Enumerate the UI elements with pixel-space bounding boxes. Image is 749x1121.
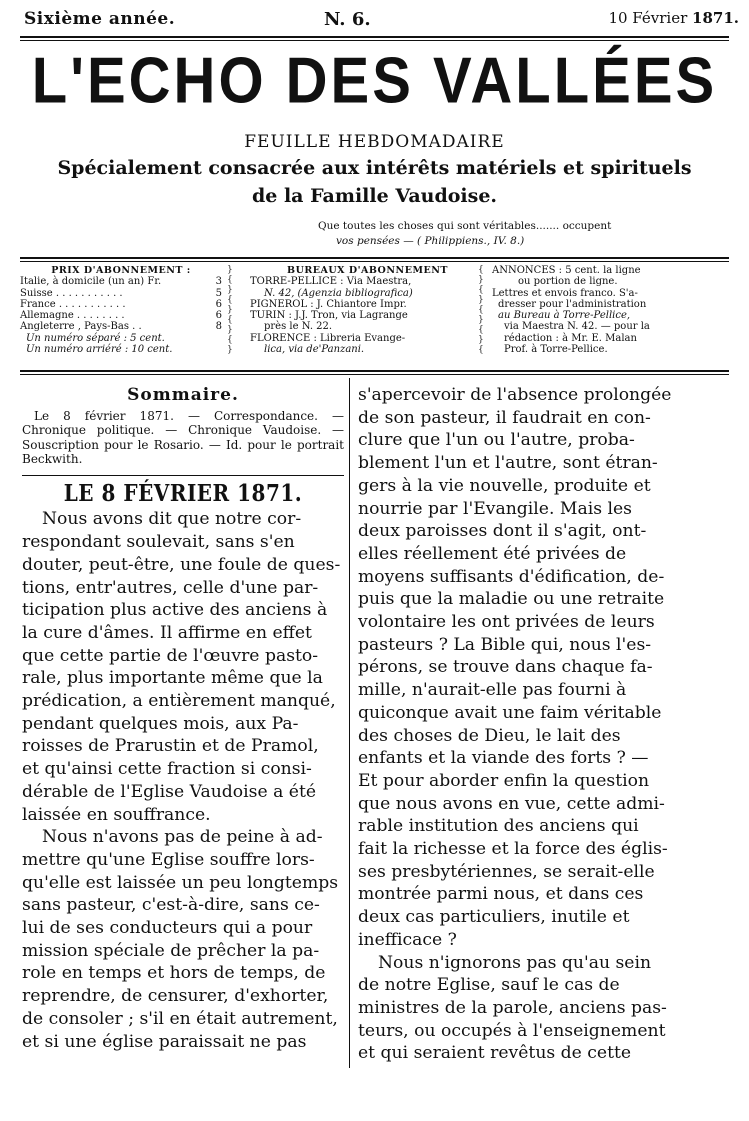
office-line: près le N. 22. — [264, 321, 333, 333]
announcement-line: dresser pour l'administration — [498, 298, 647, 310]
subscription-row — [20, 288, 222, 299]
text-line: ticipation plus active des anciens à — [22, 600, 328, 621]
column-divider — [349, 378, 350, 1068]
subscription-row-label: Allemagne . . . . . . . . — [20, 310, 125, 322]
issue-date-day: 10 Février — [608, 9, 693, 27]
header-rule — [20, 36, 729, 38]
text-line: tions, entr'autres, celle d'une par- — [22, 577, 319, 598]
subscription-row-value: 5 — [215, 287, 222, 299]
text-line: lui de ses conducteurs qui a pour — [22, 918, 313, 939]
text-line: mission spéciale de prêcher la pa- — [22, 940, 320, 961]
subscription-row-label: Italie, à domicile (un an) Fr. — [20, 276, 162, 288]
right-column — [358, 384, 680, 1065]
epigraph-line-2: vos pensées — ( Philippiens., IV. 8.) — [336, 235, 525, 247]
text-line: sans pasteur, c'est-à-dire, sans ce- — [22, 895, 320, 916]
subscription-row-value: 8 — [215, 321, 222, 333]
sommaire-body: Le 8 février 1871. — Correspondance. — Chronique politique. — Chronique Vaudoise. — Souscription pour le Rosario. — Id. pour le portrait Beckwith. — [22, 408, 344, 467]
text-line: pasteurs ? La Bible qui, nous l'es- — [358, 634, 652, 655]
text-line: deux cas particuliers, inutile et — [358, 907, 630, 928]
text-line: quiconque avait une faim véritable — [358, 702, 662, 723]
text-line: puis que la maladie ou une retraite — [358, 589, 665, 610]
text-line: Et pour aborder enfin la question — [358, 770, 650, 791]
info-boxes — [20, 265, 720, 365]
text-line: prédication, a entièrement manqué, — [22, 691, 336, 712]
text-line: Nous n'ignorons pas qu'au sein — [378, 952, 652, 973]
text-line: des choses de Dieu, le lait des — [358, 725, 621, 746]
article-paragraph-1 — [22, 508, 344, 826]
announcement-line: rédaction : à Mr. E. Malan — [504, 332, 637, 344]
subscription-row-label: Angleterre , Pays-Bas . . — [20, 321, 142, 333]
text-line: que cette partie de l'œuvre pasto- — [22, 645, 319, 666]
announcements-box — [492, 265, 712, 355]
subscription-title: PRIX D'ABONNEMENT : — [51, 265, 191, 276]
text-line: gers à la vie nouvelle, produite et — [358, 475, 651, 496]
subscription-row-label: France . . . . . . . . . . . — [20, 298, 126, 310]
announcement-line: via Maestra N. 42. — pour la — [504, 321, 650, 333]
text-line: ses presbytériennes, se serait-elle — [358, 861, 655, 882]
text-line: et qui seraient revêtus de cette — [358, 1043, 632, 1064]
subscription-row-value: 6 — [215, 298, 222, 310]
single-issue-price: Un numéro séparé : 5 cent. — [26, 332, 165, 344]
subscription-row — [20, 321, 222, 332]
text-line: rable institution des anciens qui — [358, 816, 639, 837]
masthead-tagline-1: Spécialement consacrée aux intérêts matériels et spirituels — [57, 157, 692, 179]
office-line: N. 42, (Agenzia bibliografica) — [264, 287, 413, 299]
text-line: mille, n'aurait-elle pas fourni à — [358, 680, 627, 701]
text-line: role en temps et hors de temps, de — [22, 963, 326, 984]
text-line: Nous n'avons pas de peine à ad- — [42, 827, 323, 848]
announcement-line: au Bureau à Torre-Pellice, — [498, 310, 631, 322]
subscription-row-value: 3 — [215, 276, 222, 288]
sommaire-title: Sommaire. — [127, 385, 239, 405]
text-line: teurs, ou occupés à l'enseignement — [358, 1020, 666, 1041]
box-separator: { } { } { } { } { — [478, 265, 484, 355]
info-top-rule-thin — [20, 261, 729, 262]
office-line: lica, via de'Panzani. — [264, 344, 365, 356]
office-line: TURIN : J.J. Tron, via Lagrange — [250, 310, 408, 322]
masthead-tagline-2: de la Famille Vaudoise. — [251, 185, 498, 207]
text-line: elles réellement été privées de — [358, 543, 627, 564]
text-line: rale, plus importante même que la — [22, 668, 323, 689]
text-line: s'apercevoir de l'absence prolongée — [358, 385, 672, 405]
text-line: la cure d'âmes. Il affirme en effet — [22, 622, 312, 643]
announcement-line: Prof. à Torre-Pellice. — [504, 344, 608, 356]
text-line: reprendre, de censurer, d'exhorter, — [22, 986, 329, 1007]
issue-date-year: 1871. — [692, 9, 739, 27]
text-line: inefficace ? — [358, 929, 457, 950]
text-line: laissée en souffrance. — [22, 804, 211, 825]
text-line: pendant quelques mois, aux Pa- — [22, 713, 299, 734]
text-line: respondant soulevait, sans s'en — [22, 532, 295, 553]
sommaire-rule — [22, 475, 344, 476]
text-line: volontaire les ont privées de leurs — [358, 612, 655, 633]
info-bottom-rule — [20, 370, 729, 372]
issue-date — [608, 9, 739, 27]
text-line: et qu'ainsi cette fraction si consi- — [22, 759, 312, 780]
offices-box — [250, 265, 485, 355]
subscription-box — [20, 265, 222, 355]
text-line: clure que l'un ou l'autre, proba- — [358, 430, 635, 451]
article-paragraph-2 — [22, 826, 344, 1053]
box-separator: } { } { } { } { } — [227, 265, 233, 355]
text-line: qu'elle est laissée un peu longtemps — [22, 872, 339, 893]
announcement-line: ou portion de ligne. — [518, 276, 618, 288]
article-paragraph-3 — [358, 384, 680, 952]
text-line: mettre qu'une Eglise souffre lors- — [22, 849, 315, 870]
issue-header — [24, 9, 739, 31]
back-issue-price: Un numéro arriéré : 10 cent. — [26, 344, 173, 356]
text-line: de son pasteur, il faudrait en con- — [358, 407, 651, 428]
text-line: nourrie par l'Evangile. Mais les — [358, 498, 632, 519]
offices-title: BUREAUX D'ABONNEMENT — [287, 265, 448, 276]
text-line: montrée parmi nous, et dans ces — [358, 884, 644, 905]
epigraph — [318, 219, 718, 249]
text-line: de notre Eglise, sauf le cas de — [358, 975, 620, 996]
subscription-row-label: Suisse . . . . . . . . . . . — [20, 287, 123, 299]
left-column — [22, 384, 344, 1053]
text-line: deux paroisses dont il s'agit, ont- — [358, 521, 647, 542]
article-title: LE 8 FÉVRIER 1871. — [63, 478, 303, 507]
epigraph-line-1: Que toutes les choses qui sont véritables....... occupent — [318, 220, 612, 232]
masthead-subtitle: FEUILLE HEBDOMADAIRE — [244, 132, 505, 152]
office-line: PIGNEROL : J. Chiantore Impr. — [250, 298, 407, 310]
year-label: Sixième année. — [24, 9, 176, 29]
text-line: de consoler ; s'il en était autrement, — [22, 1008, 338, 1029]
office-line: FLORENCE : Libreria Evange- — [250, 332, 406, 344]
text-line: pérons, se trouve dans chaque fa- — [358, 657, 653, 678]
text-line: dérable de l'Eglise Vaudoise a été — [22, 781, 317, 802]
info-bottom-rule-thin — [20, 374, 729, 375]
subscription-row — [20, 299, 222, 310]
subscription-row-value: 6 — [215, 310, 222, 322]
issue-number: N. 6. — [324, 9, 371, 30]
text-line: blement l'un et l'autre, sont étran- — [358, 453, 658, 474]
text-line: enfants et la viande des forts ? — — [358, 748, 649, 769]
text-line: moyens suffisants d'édification, de- — [358, 566, 665, 587]
text-line: douter, peut-être, une foule de ques- — [22, 554, 341, 575]
article-paragraph-4 — [358, 952, 680, 1066]
text-line: que nous avons en vue, cette admi- — [358, 793, 665, 814]
announcement-line: Lettres et envois franco. S'a- — [492, 287, 638, 299]
subscription-row — [20, 310, 222, 321]
masthead-title: L'ECHO DES VALLÉES — [31, 44, 718, 117]
office-line: TORRE-PELLICE : Via Maestra, — [250, 276, 412, 288]
text-line: et si une église paraissait ne pas — [22, 1031, 307, 1052]
text-line: Nous avons dit que notre cor- — [42, 509, 302, 530]
info-top-rule — [20, 257, 729, 259]
text-line: ministres de la parole, anciens pas- — [358, 997, 667, 1018]
announcement-line: ANNONCES : 5 cent. la ligne — [492, 265, 641, 276]
text-line: fait la richesse et la force des églis- — [358, 839, 668, 860]
subscription-row — [20, 276, 222, 287]
text-line: roisses de Prarustin et de Pramol, — [22, 736, 319, 757]
